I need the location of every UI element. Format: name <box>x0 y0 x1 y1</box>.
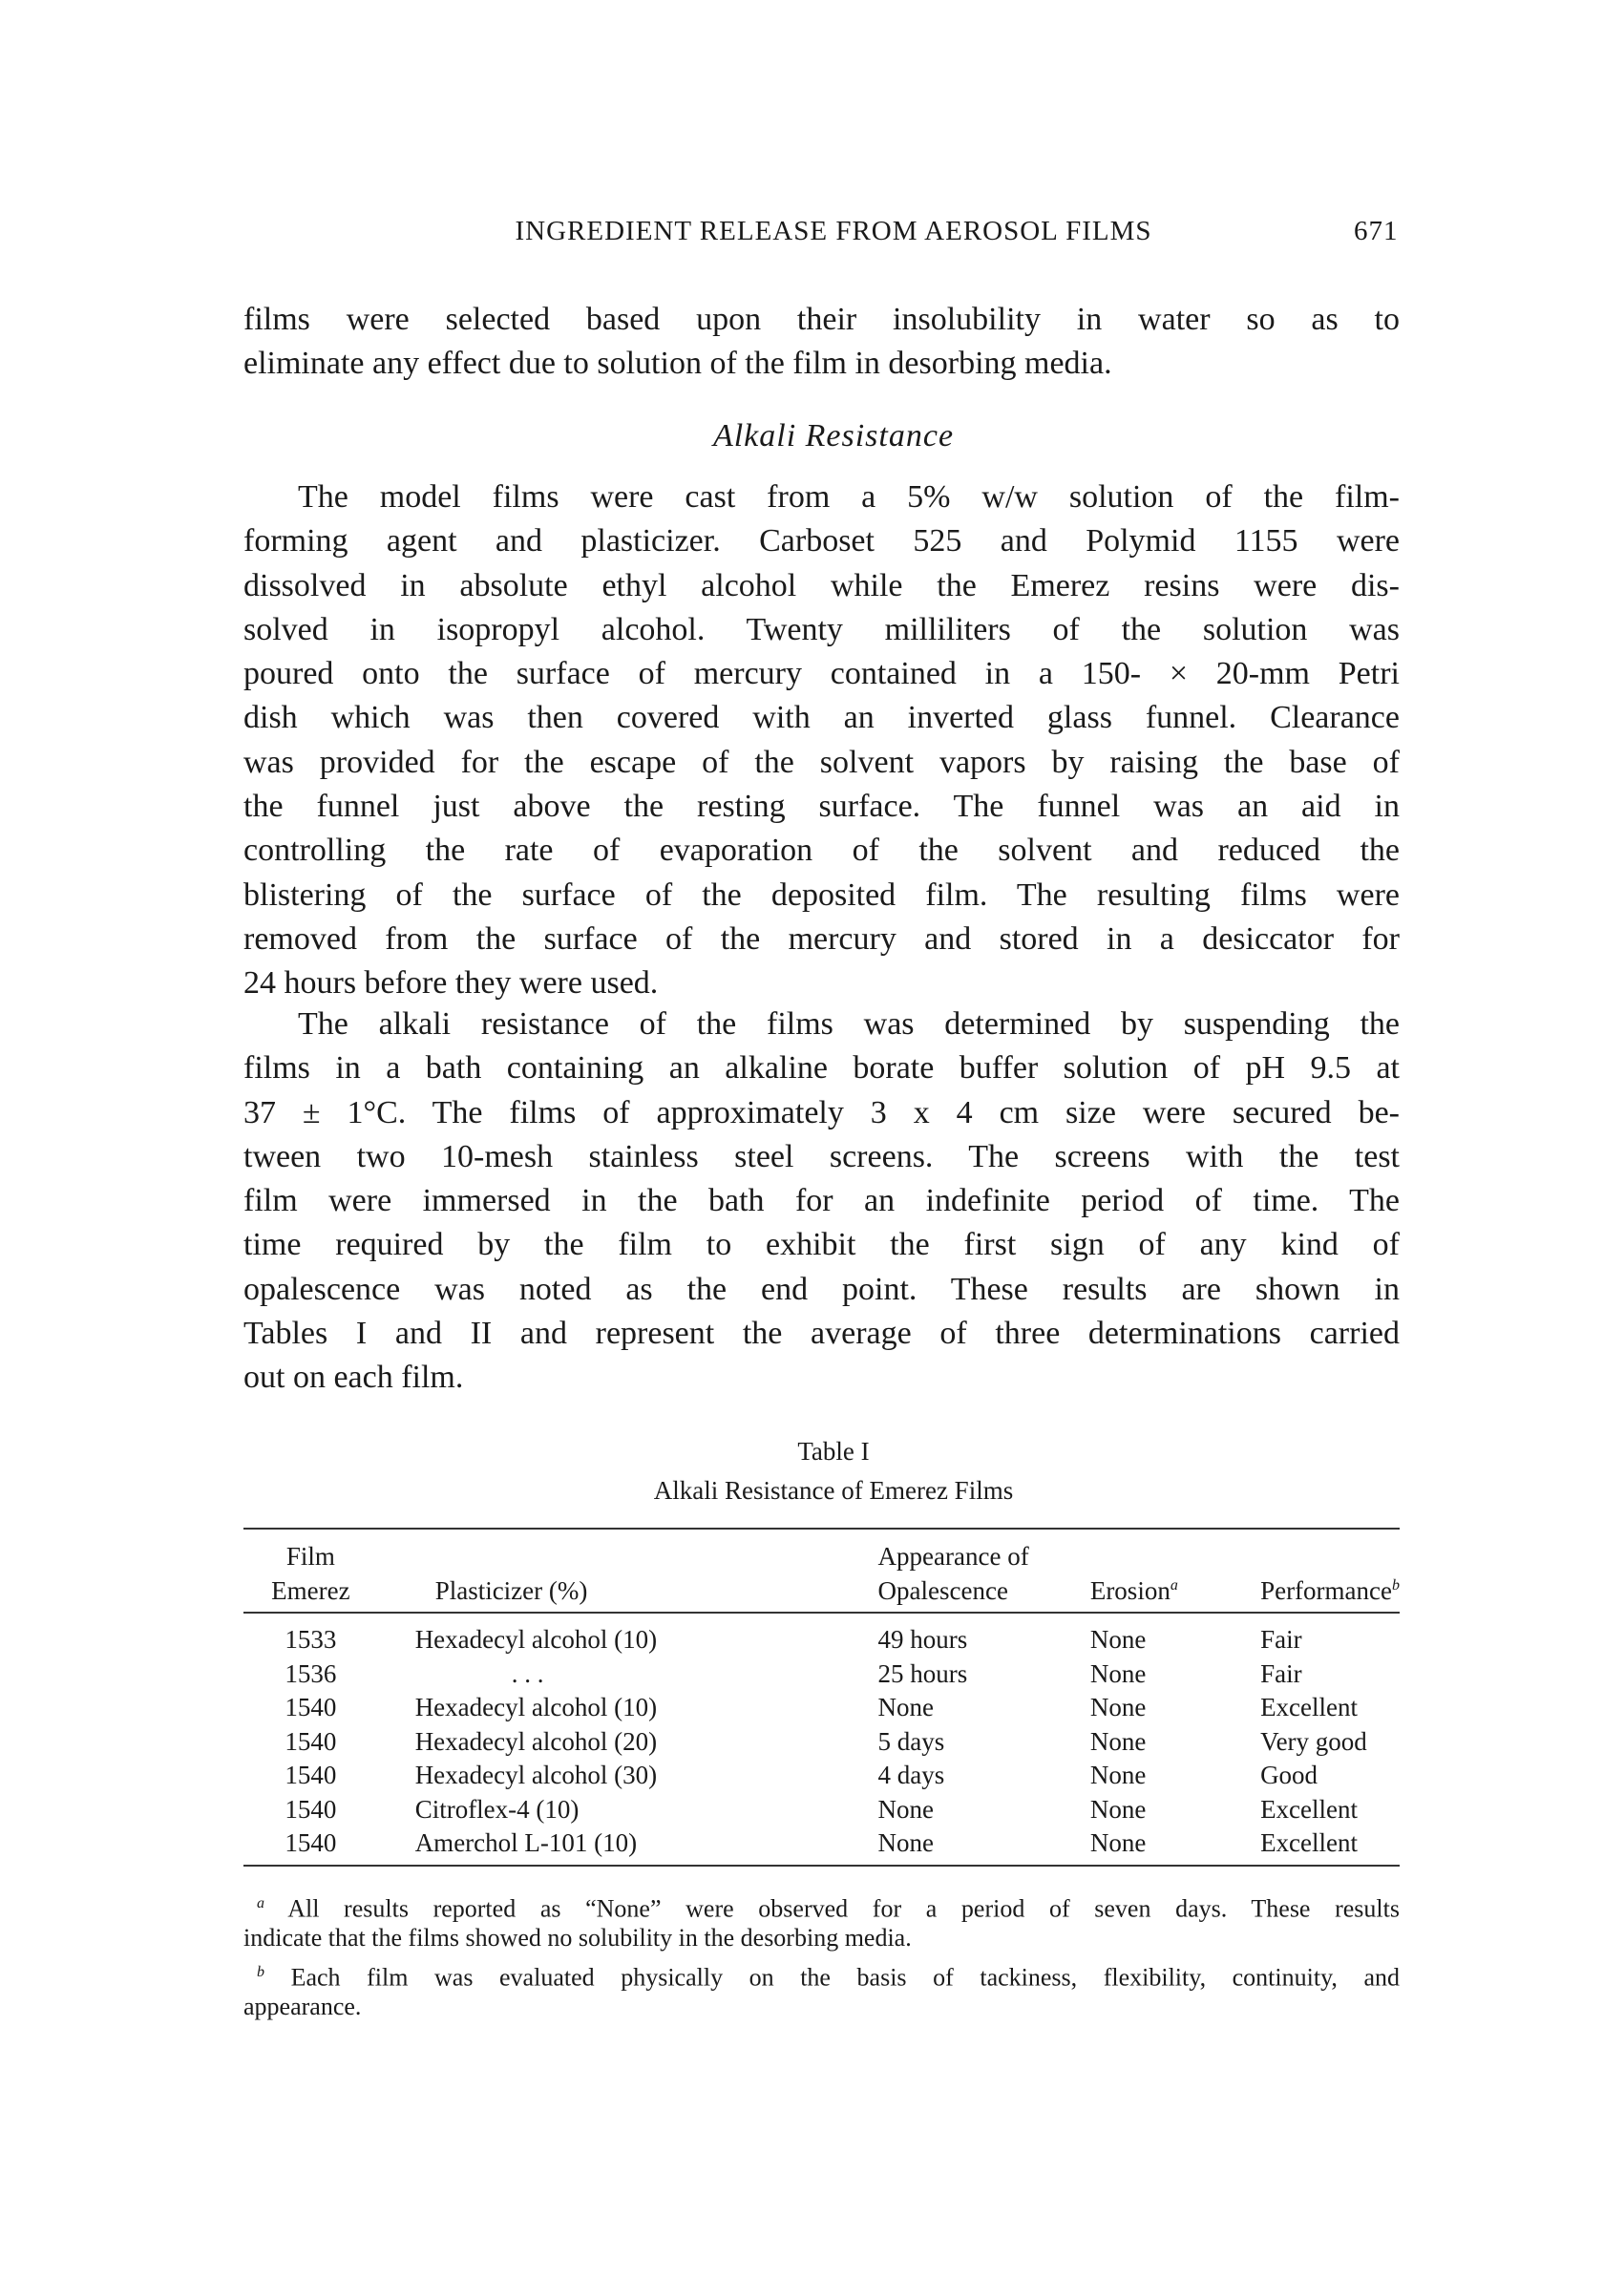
text-line: solved in isopropyl alcohol. Twenty milliliters of the solution was <box>243 611 1400 647</box>
cell-opalescence: None <box>877 1828 935 1857</box>
table-bottom-rule <box>243 1865 1400 1867</box>
footnote-ref: b <box>1392 1577 1400 1594</box>
cell-opalescence: 25 hours <box>877 1658 968 1688</box>
footnote-a-line: indicate that the films showed no solubility in the desorbing media. <box>243 1924 912 1952</box>
cell-opalescence: None <box>877 1693 935 1721</box>
table-row <box>243 1826 1400 1861</box>
cell-erosion: None <box>1089 1761 1147 1789</box>
header-text: Opalescence <box>877 1576 1008 1605</box>
cell-plasticizer: Hexadecyl alcohol (20) <box>414 1726 658 1756</box>
text-line: dish which was then covered with an inverted glass funnel. Clearance <box>243 700 1400 736</box>
table-row <box>243 1657 1400 1692</box>
section-heading: Alkali Resistance <box>712 418 955 454</box>
text-line: out on each film. <box>243 1360 464 1396</box>
text-line: was provided for the escape of the solvent vapors by raising the base of <box>243 744 1400 780</box>
cell-opalescence: 4 days <box>877 1761 945 1789</box>
cell-film: 1540 <box>285 1726 337 1756</box>
cell-film: 1540 <box>285 1761 337 1789</box>
text-line: film were immersed in the bath for an indefinite period of time. The <box>243 1183 1400 1219</box>
paragraph-intro <box>243 298 1400 387</box>
table-row <box>243 1759 1400 1793</box>
text-line: Tables I and II and represent the average of three determinations carried <box>243 1316 1400 1352</box>
cell-plasticizer: Hexadecyl alcohol (10) <box>414 1625 658 1654</box>
footnote-b-line: appearance. <box>243 1993 362 2020</box>
footnote-a-line <box>243 1887 1400 1921</box>
cell-performance: Fair <box>1260 1625 1302 1654</box>
table-header-row <box>243 1528 1400 1612</box>
text-line: blistering of the surface of the deposited film. The resulting films were <box>243 876 1400 913</box>
cell-plasticizer: Hexadecyl alcohol (30) <box>414 1761 658 1789</box>
header-text: Appearance of <box>877 1542 1029 1571</box>
text-line: eliminate any effect due to solution of the film in desorbing media. <box>243 346 1112 382</box>
cell-opalescence: 5 days <box>877 1726 945 1756</box>
footnote-text: Each film was evaluated physically on the basis of tackiness, flexibility, continuity, and <box>290 1963 1400 1992</box>
cell-performance: Good <box>1260 1761 1318 1789</box>
table-caption: Alkali Resistance of Emerez Films <box>653 1476 1014 1505</box>
header-film <box>243 1528 378 1612</box>
cell-erosion: None <box>1089 1625 1147 1654</box>
table-label: Table I <box>797 1437 870 1466</box>
cell-film: 1540 <box>285 1693 337 1721</box>
emerez-alkali-table <box>243 1528 1400 1861</box>
cell-film: 1533 <box>285 1625 337 1654</box>
cell-performance: Very good <box>1260 1726 1367 1756</box>
footnote-mark: b <box>257 1964 264 1980</box>
text-line: removed from the surface of the mercury and stored in a desiccator for <box>243 920 1400 957</box>
header-text: Performance <box>1260 1576 1392 1605</box>
cell-opalescence: 49 hours <box>877 1625 968 1654</box>
text-line: opalescence was noted as the end point. These results are shown in <box>243 1271 1400 1307</box>
footnote-text: All results reported as “None” were observed for a period of seven days. These results <box>287 1894 1400 1923</box>
header-performance <box>1260 1528 1400 1612</box>
footnote-ref: a <box>1170 1577 1178 1594</box>
cell-erosion: None <box>1089 1828 1147 1857</box>
table-row <box>243 1793 1400 1827</box>
cell-plasticizer: Citroflex-4 (10) <box>414 1794 580 1824</box>
text-line: time required by the film to exhibit the first sign of any kind of <box>243 1227 1400 1263</box>
header-plasticizer: Plasticizer (%) <box>434 1576 588 1605</box>
text-line: forming agent and plasticizer. Carboset 525 and Polymid 1155 were <box>243 523 1400 559</box>
table-row <box>243 1725 1400 1760</box>
header-appearance <box>878 1528 1090 1612</box>
running-title: INGREDIENT RELEASE FROM AEROSOL FILMS <box>515 216 1152 246</box>
cell-erosion: None <box>1089 1726 1147 1756</box>
text-line: poured onto the surface of mercury contained in a 150- × 20-mm Petri <box>243 656 1400 692</box>
header-text: Emerez <box>271 1576 350 1605</box>
cell-erosion: None <box>1089 1794 1147 1824</box>
footnotes <box>243 1887 1400 2024</box>
cell-plasticizer: . . . <box>511 1658 544 1688</box>
text-line: the funnel just above the resting surface. The funnel was an aid in <box>243 789 1400 825</box>
table-row <box>243 1612 1400 1657</box>
cell-erosion: None <box>1089 1693 1147 1721</box>
header-text: Film <box>285 1542 335 1571</box>
table-row <box>243 1691 1400 1725</box>
cell-film: 1536 <box>285 1658 337 1688</box>
cell-erosion: None <box>1089 1658 1147 1688</box>
cell-film: 1540 <box>285 1794 337 1824</box>
cell-performance: Excellent <box>1260 1794 1359 1824</box>
cell-opalescence: None <box>877 1794 935 1824</box>
cell-plasticizer: Amerchol L-101 (10) <box>414 1828 638 1857</box>
text-line: films were selected based upon their insolubility in water so as to <box>243 302 1400 337</box>
header-text: Erosion <box>1089 1576 1171 1605</box>
text-line: The model films were cast from a 5% w/w solution of the film- <box>298 479 1400 515</box>
text-line: films in a bath containing an alkaline borate buffer solution of pH 9.5 at <box>243 1050 1400 1087</box>
text-line: dissolved in absolute ethyl alcohol while the Emerez resins were dis- <box>243 567 1400 603</box>
text-line: tween two 10-mesh stainless steel screens. The screens with the test <box>243 1138 1400 1174</box>
text-line: 37 ± 1°C. The films of approximately 3 x 4 cm size were secured be- <box>243 1094 1400 1130</box>
page-number: 671 <box>1354 216 1399 246</box>
cell-performance: Fair <box>1260 1658 1302 1688</box>
footnote-b-line <box>243 1955 1400 1990</box>
text-line: 24 hours before they were used. <box>243 965 659 1002</box>
cell-performance: Excellent <box>1260 1828 1359 1857</box>
paragraph-film-preparation <box>243 475 1400 1006</box>
cell-film: 1540 <box>285 1828 337 1857</box>
header-erosion <box>1090 1528 1260 1612</box>
cell-plasticizer: Hexadecyl alcohol (10) <box>414 1693 658 1721</box>
text-line: controlling the rate of evaporation of the solvent and reduced the <box>243 833 1400 869</box>
footnote-mark: a <box>257 1895 264 1911</box>
paragraph-alkali-test <box>243 1003 1400 1401</box>
cell-performance: Excellent <box>1260 1693 1359 1721</box>
text-line: The alkali resistance of the films was determined by suspending the <box>298 1006 1400 1042</box>
